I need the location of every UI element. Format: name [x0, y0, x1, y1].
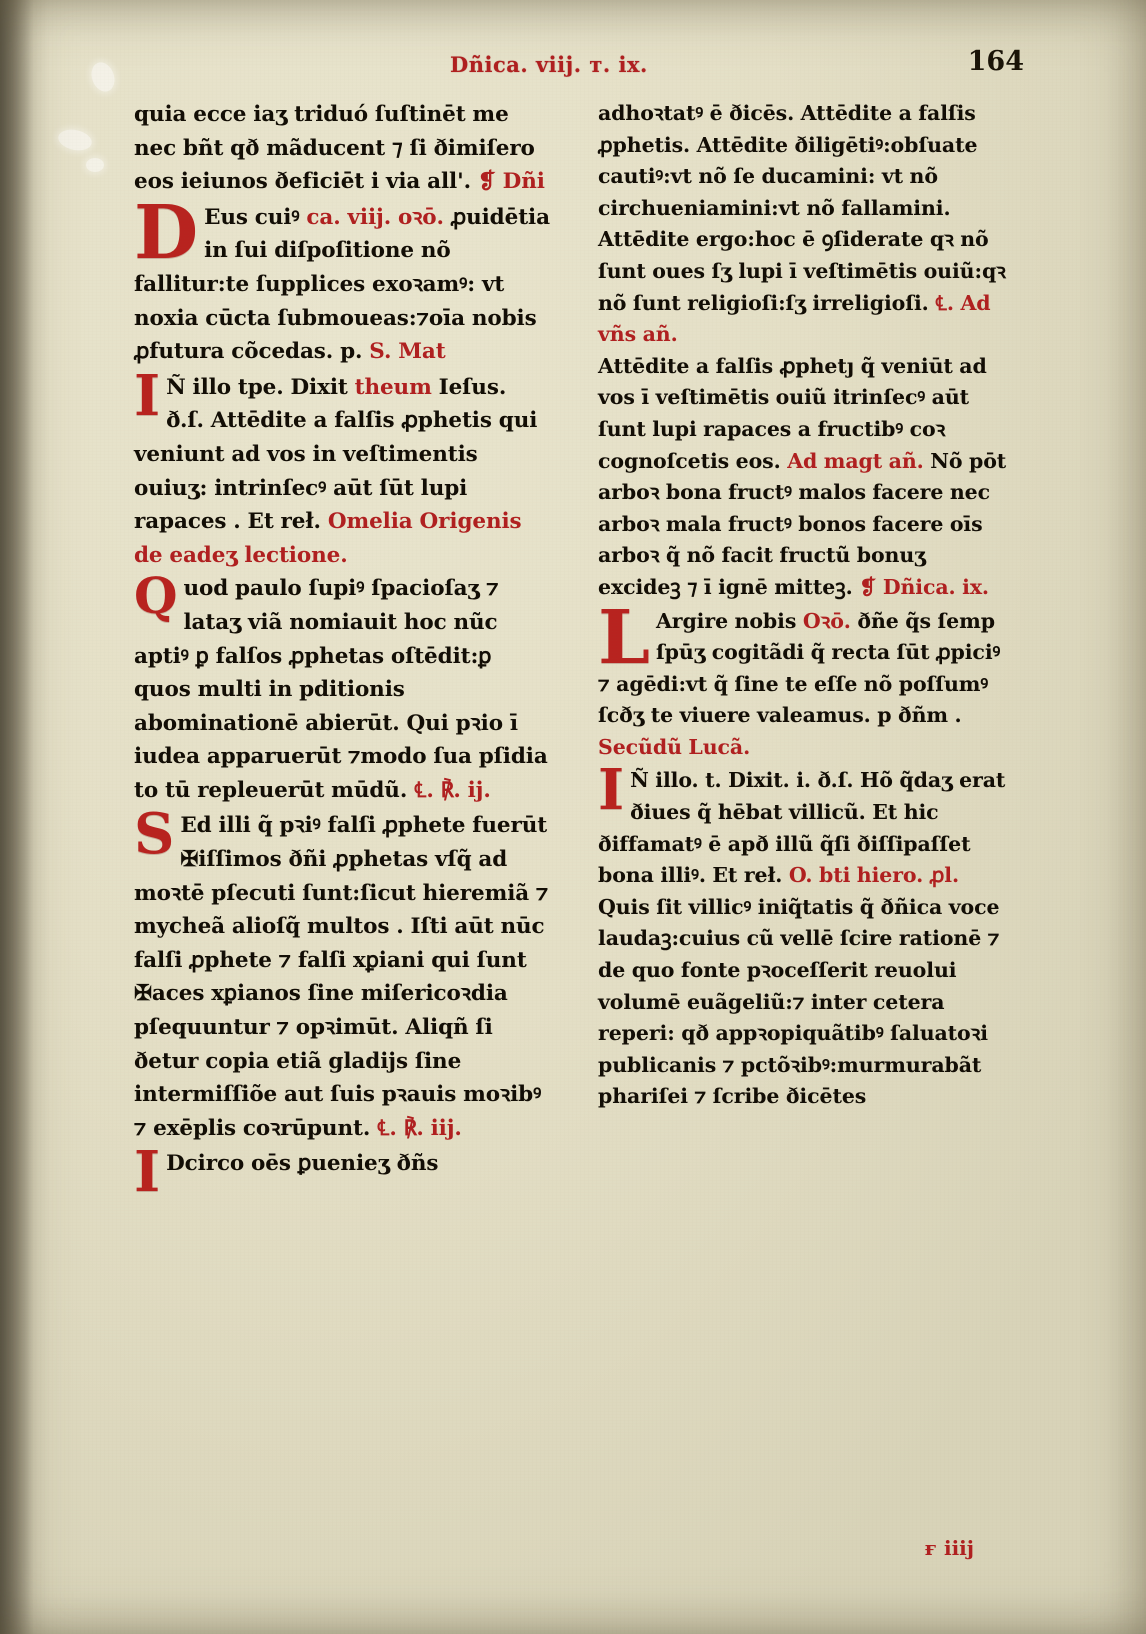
largire-body: ðñe q̃s ſemp ſpūʒ cogitãdi q̃ recta ſūt ꝓpiciꝰ ⁊ agēdi:vt q̃ ſine te eſſe nõ poſſumꝰ ſcðʒ te viuere valeamus. p ðñm .	[598, 608, 1001, 728]
paragraph-adhortatus	[598, 98, 1014, 351]
lectio-lucae-rubric-hieronymus: O. bti hiero. ꝓl.	[788, 863, 959, 888]
catchtext-rubric: ❡ Dñi	[477, 169, 545, 195]
paragraph-catchtext	[134, 98, 550, 199]
folio-number: 164	[967, 46, 1024, 77]
lectio-body: Ieſus. ð.ſ. Attēdite a falſis ꝓphetis qui veniunt ad vos in veſtimentis ouiuʒ: intrinſecꝰ aūt ſūt lupi rapaces . Et reł.	[134, 374, 538, 535]
antiphon-body: Attēdite a falſis ꝓphetȷ q̃ veniūt ad vos ī veſtimētis ouiũ itrinſecꝰ aūt ſunt lupi rapaces a fructibꝰ coꝛ cognoſcetis eos.	[598, 353, 987, 473]
antiphon-rubric-dominica9: ❡ Dñica. іх.	[859, 574, 989, 599]
oratio-rubric-chapter: ca. vііј. oꝛō.	[306, 204, 444, 230]
oratio-opening: Eus cui	[204, 204, 292, 230]
right-column	[598, 98, 1014, 1560]
lectio-lucae-opening: Ñ illo. t. Dixit. i. ð.ſ. Hõ q̃daʒ erat ðiues q̃ hēbat villicũ. Et hic ðiffamatꝰ ē apð illũ q̃ſi ðiſſipaſſet bona illiꝰ. Et reł.	[598, 768, 1006, 888]
quire-signature-letter: ғ іііј	[924, 1536, 974, 1560]
oratio-body: ꝓuidētia in ſui diſpoſitione nõ fallitur:te ſupplices exoꝛamꝰ: vt noxia cūcta ſubmoueas:⁊oīa nobis ꝓfutura cõcedas. p.	[134, 204, 550, 365]
paragraph-lectio	[134, 362, 550, 573]
paragraph-idcirco	[134, 1139, 550, 1206]
sed-illi-body: Ed illi q̃ pꝛiꝰ falſi ꝓphete fuerūt ✠iſſimos ðñi ꝓphetas vſq̃ ad moꝛtē pſecuti ſunt:ſicut hieremiã ⁊ mycheã alioſq̃ multos . Iſti aūt nūc falſi ꝓphete ⁊ falſi xꝑiani qui ſunt ✠aces xꝑianos ſine miſericoꝛdia pſequuntur ⁊ opꝛimūt. Aliqñ ſi ðetur copia etiã gladijs ſine intermiſſiõe aut ſuis pꝛauis moꝛibꝰ ⁊ exēplis coꝛrūpunt.	[134, 813, 549, 1141]
sed-illi-rubric-tail: ℄. ℟. ііј.	[377, 1115, 462, 1141]
largire-opening: Argire nobis	[655, 608, 797, 633]
initial-capital-L: L	[598, 594, 650, 681]
text-columns	[134, 98, 1014, 1560]
initial-capital-I: I	[134, 362, 161, 429]
oratio-abbrev: ꝰ	[291, 204, 300, 230]
lectio-rubric-omelia: Omelia Origenis de eadeʒ lectione.	[134, 509, 522, 568]
lectio-lucae-body: Quis ſit villicꝰ iniq̃tatis q̃ ðñica voce laudaꝫ:cuius cũ vellē ſcire rationē ⁊ de quo fonte pꝛoceſſerit reuolui volumē euãgeliũ:⁊ inter cetera reperi: qð appꝛopiquãtibꝰ ſaluatoꝛi publicanis ⁊ pctõꝛibꝰ:murmurabãt phariſei ⁊ ſcribe ðicētes	[598, 894, 1000, 1109]
lectio-opening: Ñ illo tpe. Dixit	[166, 374, 348, 400]
initial-capital-D: D	[134, 189, 199, 276]
paragraph-oratio	[134, 189, 550, 369]
catchtext-body: quia ecce iaʒ triduó ſuſtinēt me nec bñt qð mãducent ⁊ ſi ðimiſero eos ieiunos ðeficiēt i via all'.	[134, 102, 535, 195]
adhortatus-body: adhoꝛtatꝰ ē ðicēs. Attēdite a falſis ꝓphetis. Attēdite ðiligētiꝰ:obſuate cautiꝰ:vt nõ ſe ducamini: vt nõ circhueniamini:vt nõ fallamini. Attēdite ergo:hoc ē ꝯſiderate qꝛ nõ ſunt oues ſʒ lupi ī veſtimētis ouiũ:qꝛ nõ ſunt religioſi:ſʒ irreligioſi.	[598, 101, 1006, 315]
largire-rubric-tail: Secũdũ Lucã.	[598, 734, 751, 759]
left-column	[134, 98, 550, 1518]
homilia-body: uod paulo ſupiꝰ ſpacioſaʒ ⁊ lataʒ viã nomiauit hoc nũc aptiꝰ ꝑ falſos ꝓphetas oſtēdit:ꝑ quos multi in pditionis abominationē abierūt. Qui pꝛio ī iudea apparuerūt ⁊modo ſua pſidia to tū repleuerūt mūdũ.	[134, 576, 548, 803]
initial-capital-S: S	[134, 801, 175, 868]
paragraph-sed-illi	[134, 801, 550, 1145]
adhortatus-rubric-tail: ℄. Ad vñs añ.	[598, 290, 991, 347]
homilia-rubric-tail: ℄. ℟. іј.	[414, 777, 491, 803]
oratio-rubric-tail: S. Mat	[369, 339, 446, 365]
initial-capital-I2: I	[134, 1139, 161, 1206]
paragraph-largire	[598, 594, 1014, 764]
antiphon-body-2: Nõ pōt arboꝛ bona fructꝰ malos facere nec arboꝛ mala fructꝰ bonos facere oīs arboꝛ q̃ nõ facit fructũ bonuʒ excideꝫ ⁊ ī ignē mitteꝫ.	[598, 448, 1007, 599]
antiphon-rubric-magnificat: Ad magt añ.	[787, 448, 924, 473]
paragraph-antiphon	[598, 351, 1014, 604]
initial-capital-Q: Q	[134, 566, 178, 626]
idcirco-body: Dcirco oēs ꝑuenieʒ ðñs	[166, 1151, 439, 1177]
largire-rubric-oratio: Oꝛō.	[802, 608, 851, 633]
paragraph-lectio-lucae	[598, 757, 1014, 1113]
paper-blemish-1	[88, 59, 119, 95]
paragraph-homilia	[134, 566, 550, 807]
initial-capital-I3: I	[598, 757, 625, 824]
quire-signature	[925, 1536, 974, 1560]
lectio-rubric-theum: theum	[354, 374, 432, 400]
paper-blemish-2	[56, 127, 93, 154]
running-head: Dñica. vііј. т. іх.	[450, 52, 648, 77]
page-left-edge-shadow	[0, 0, 48, 1634]
page-header	[130, 46, 1066, 86]
paper-blemish-3	[86, 158, 104, 172]
